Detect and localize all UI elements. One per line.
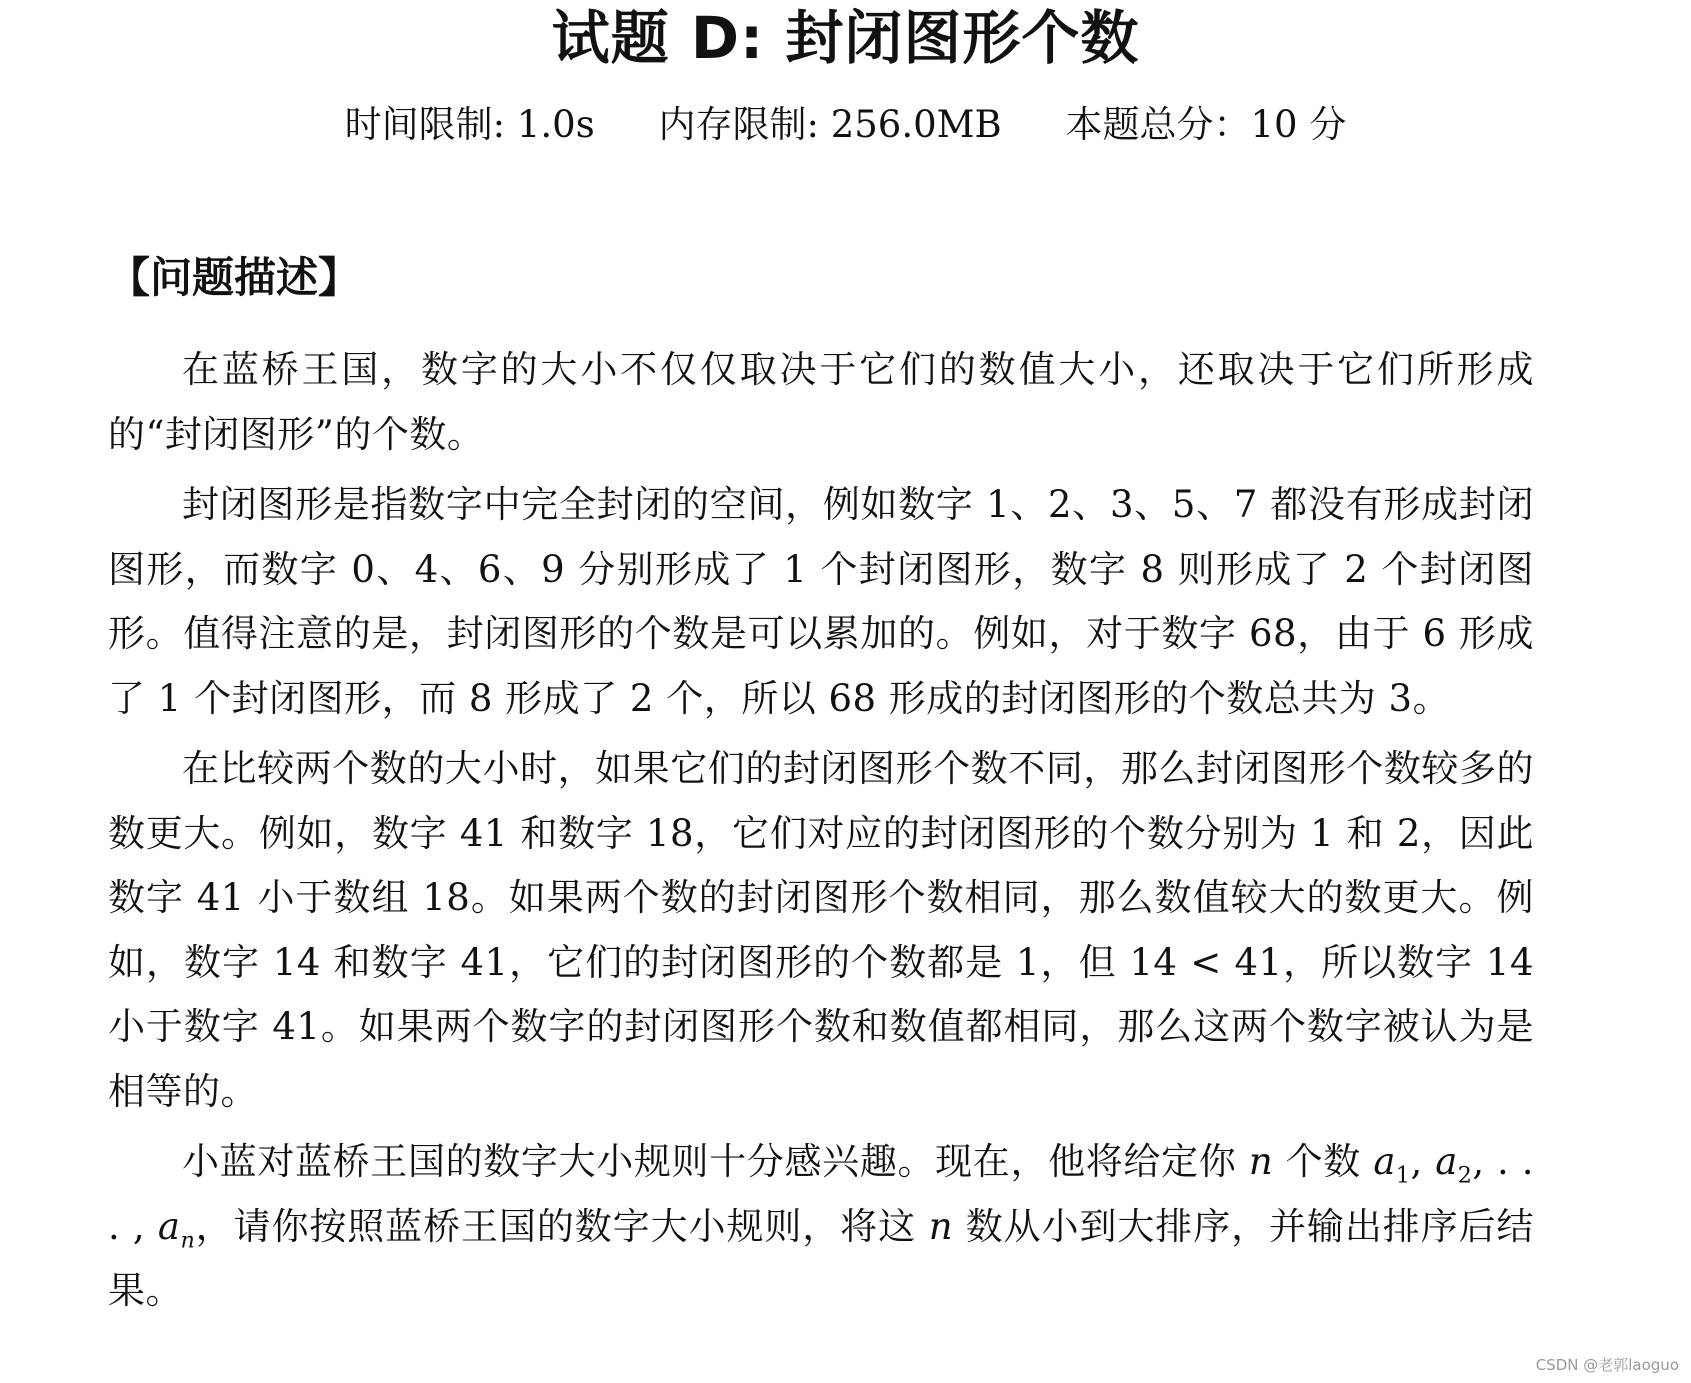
paragraph-2: 封闭图形是指数字中完全封闭的空间，例如数字 1、2、3、5、7 都没有形成封闭图形，而数字 0、4、6、9 分别形成了 1 个封闭图形，数字 8 则形成了 2 个封闭图形。值得注意的是，封闭图形的个数是可以累加的。例如，对于数字 68，由于 6 形成了 1 个封闭图形，而 8 形成了 2 个，所以 68 形成的封闭图形的个数总共为 3。	[108, 483, 1534, 720]
memory-limit: 内存限制: 256.0MB	[658, 103, 1002, 146]
var-a-1: a	[1373, 1140, 1396, 1183]
ellipsis: , . . . ,	[108, 1140, 1534, 1248]
section-heading: 【问题描述】	[108, 253, 361, 302]
var-n-2: n	[928, 1204, 954, 1248]
p4-text-3: ，请你按照蓝桥王国的数字大小规则，将这	[195, 1204, 929, 1248]
problem-description	[108, 338, 1534, 1330]
paragraph-3: 在比较两个数的大小时，如果它们的封闭图形个数不同，那么封闭图形个数较多的数更大。例如，数字 41 和数字 18，它们对应的封闭图形的个数分别为 1 和 2，因此数字 41 小于数组 18。如果两个数的封闭图形个数相同，那么数值较大的数更大。例如，数字 14 和数字 41，它们的封闭图形的个数都是 1，但 14 < 41，所以数字 14 小于数字 41。如果两个数字的封闭图形个数和数值都相同，那么这两个数字被认为是相等的。	[108, 747, 1534, 1113]
sub-n: n	[180, 1226, 196, 1253]
p4-text-2: 个数	[1273, 1140, 1374, 1183]
problem-title: 试题 D: 封闭图形个数	[551, 4, 1140, 72]
sub-2: 2	[1457, 1162, 1473, 1189]
paragraph-1: 在蓝桥王国，数字的大小不仅仅取决于它们的数值大小，还取决于它们所形成的“封闭图形”的个数。	[108, 348, 1534, 456]
p4-text-4: 数从小到大排序，并输出排序后结果。	[108, 1204, 1534, 1312]
var-n-1: n	[1248, 1140, 1274, 1183]
paragraph-4	[108, 1130, 1534, 1324]
sub-1: 1	[1395, 1162, 1411, 1189]
p4-text-1: 小蓝对蓝桥王国的数字大小规则十分感兴趣。现在，他将给定你	[182, 1140, 1249, 1183]
total-score: 本题总分：10 分	[1065, 103, 1347, 146]
var-a-2: a	[1435, 1140, 1458, 1183]
comma-1: ,	[1410, 1140, 1436, 1183]
time-limit: 时间限制: 1.0s	[344, 103, 595, 146]
csdn-watermark: CSDN @老郭laoguo	[1535, 1356, 1679, 1374]
problem-meta	[0, 100, 1691, 150]
var-a-n: a	[157, 1204, 181, 1248]
